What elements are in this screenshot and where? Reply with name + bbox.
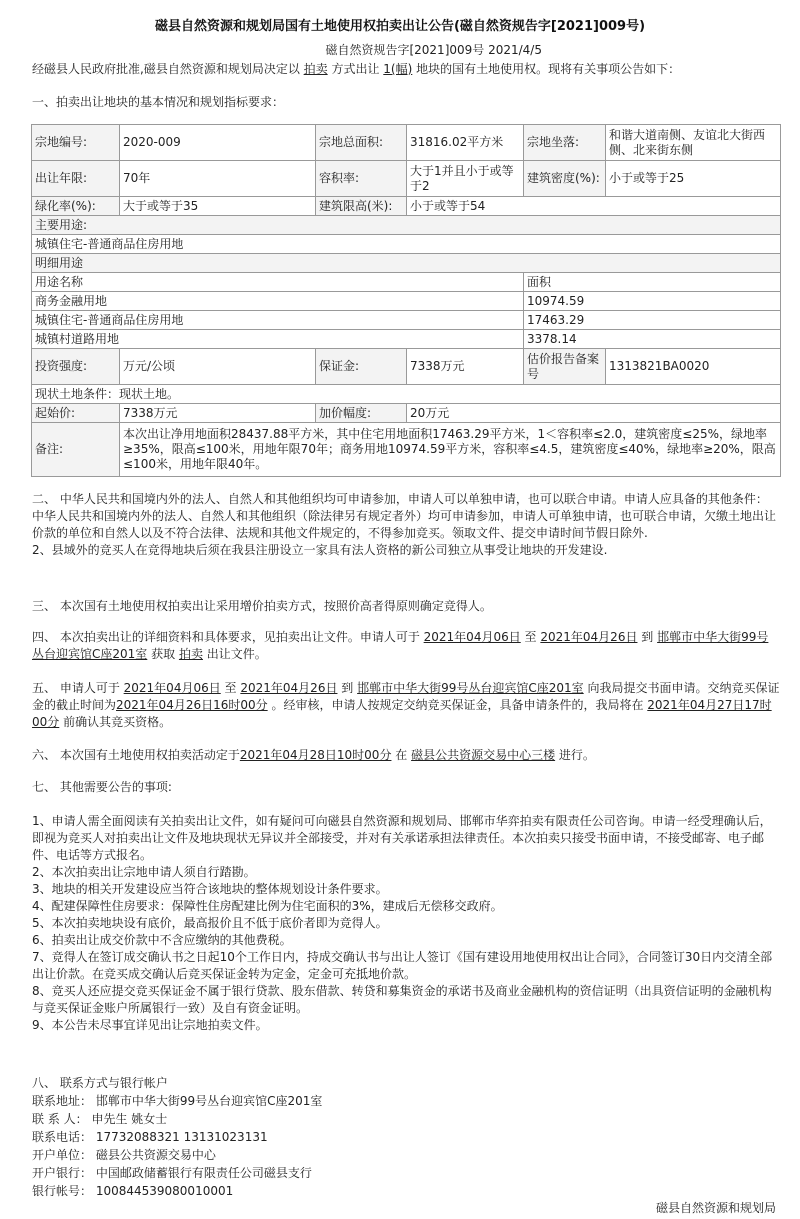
intro-paragraph: 经磁县人民政府批准,磁县自然资源和规划局决定以 拍卖 方式出让 1(幅) 地块的国有土地使用权。现将有关事项公告如下： — [32, 62, 681, 76]
table-row — [32, 330, 781, 349]
cell-label: 估价报告备案号 — [524, 349, 606, 385]
section7-heading: 七、 其他需要公告的事项: — [32, 780, 172, 794]
section2-item2: 2、县域外的竞买人在竞得地块后须在我县注册设立一家具有法人资格的新公司独立从事受让地块的开发建设. — [32, 543, 608, 557]
cell-value: 城镇住宅-普通商品住房用地 — [32, 235, 781, 254]
cell-value: 小于或等于25 — [606, 161, 781, 197]
cell-value: 小于或等于54 — [407, 197, 781, 216]
cell-value: 和谐大道南侧、友谊北大街西侧、北来街东侧 — [606, 125, 781, 161]
section8-heading: 八、 联系方式与银行帐户 — [32, 1076, 168, 1090]
cell-label: 备注: — [32, 423, 120, 477]
contact-phone: 联系电话： 17732088321 13131023131 — [32, 1130, 268, 1144]
section5: 五、 申请人可于 2021年04月06日 至 2021年04月26日 到 邯郸市中华大街99号丛台迎宾馆C座201室 向我局提交书面申请。交纳竞买保证金的截止时间为2021年04月26日16时00分 。经审核，申请人按规定交纳竞买保证金，具备申请条件的，我局将在 2021年04月27日17时00分 前确认其竞买资格。 — [32, 681, 780, 729]
table-row — [32, 125, 781, 161]
account-number: 银行帐号： 100844539080010001 — [32, 1184, 234, 1198]
list-item: 4、配建保障性住房要求：保障性住房配建比例为住宅面积的3%，建成后无偿移交政府。 — [32, 899, 503, 913]
cell-label: 加价幅度: — [316, 404, 407, 423]
list-item: 2、本次拍卖出让宗地申请人须自行踏勘。 — [32, 865, 256, 879]
cell-value: 31816.02平方米 — [407, 125, 524, 161]
table-row — [32, 235, 781, 254]
section2-item1: 中华人民共和国境内外的法人、自然人和其他组织（除法律另有规定者外）均可申请参加，申请人可单独申请，也可联合申请，欠缴土地出让价款的单位和自然人以及不符合法律、法规和其他文件规定的，不得参加竞买。领取文件、提交申请时间节假日除外. — [32, 509, 777, 540]
table-row — [32, 254, 781, 273]
section1-heading: 一、拍卖出让地块的基本情况和规划指标要求： — [32, 95, 285, 109]
cell-value: 万元/公顷 — [120, 349, 316, 385]
section7-items — [32, 813, 780, 1034]
cell-value: 本次出让净用地面积28437.88平方米，其中住宅用地面积17463.29平方米，1＜容积率≤2.0，建筑密度≤25%，绿地率≥35%，限高≤100米，用地年限70年；商务用地10974.59平方米，容积率≤4.5，建筑密度≤40%，绿地率≥20%，限高≤100米，用地年限40年。 — [120, 423, 781, 477]
list-item: 5、本次拍卖地块设有底价，最高报价且不低于底价者即为竞得人。 — [32, 916, 388, 930]
cell-value: 现状土地条件：现状土地。 — [32, 385, 781, 404]
table-row — [32, 161, 781, 197]
cell-label: 宗地坐落: — [524, 125, 606, 161]
cell-value: 70年 — [120, 161, 316, 197]
cell-label: 宗地总面积: — [316, 125, 407, 161]
cell-label: 主要用途: — [32, 216, 781, 235]
account-bank: 开户银行： 中国邮政储蓄银行有限责任公司磁县支行 — [32, 1166, 312, 1180]
cell-label: 起始价: — [32, 404, 120, 423]
table-row — [32, 292, 781, 311]
document-number: 磁自然资规告字[2021]009号 2021/4/5 — [325, 43, 542, 57]
cell-value: 大于1并且小于或等于2 — [407, 161, 524, 197]
cell-value: 城镇住宅-普通商品住房用地 — [32, 311, 524, 330]
list-item: 8、竞买人还应提交竞买保证金不属于银行贷款、股东借款、转贷和募集资金的承诺书及商业金融机构的资信证明（出具资信证明的金融机构与竞买保证金账户所属银行一致）及自有资金证明。 — [32, 984, 772, 1015]
section8 — [32, 1074, 322, 1200]
cell-value: 7338万元 — [120, 404, 316, 423]
cell-value: 17463.29 — [524, 311, 781, 330]
cell-label: 建筑限高(米): — [316, 197, 407, 216]
contact-address: 联系地址： 邯郸市中华大街99号丛台迎宾馆C座201室 — [32, 1094, 323, 1108]
table-row — [32, 311, 781, 330]
section2 — [32, 491, 780, 559]
cell-value: 3378.14 — [524, 330, 781, 349]
table-row — [32, 423, 781, 477]
section3: 三、 本次国有土地使用权拍卖出让采用增价拍卖方式，按照价高者得原则确定竞得人。 — [32, 599, 492, 613]
table-row — [32, 216, 781, 235]
list-item: 3、地块的相关开发建设应当符合该地块的整体规划设计条件要求。 — [32, 882, 388, 896]
table-row — [32, 404, 781, 423]
table-row — [32, 349, 781, 385]
contact-person: 联 系 人： 申先生 姚女士 — [32, 1112, 168, 1126]
section6: 六、 本次国有土地使用权拍卖活动定于2021年04月28日10时00分 在 磁县公共资源交易中心三楼 进行。 — [32, 748, 595, 762]
cell-label: 保证金: — [316, 349, 407, 385]
cell-label: 投资强度: — [32, 349, 120, 385]
intro-count: 1(幅) — [383, 62, 413, 76]
cell-label: 出让年限: — [32, 161, 120, 197]
cell-label: 容积率: — [316, 161, 407, 197]
land-info-table — [31, 124, 781, 477]
cell-value: 2020-009 — [120, 125, 316, 161]
cell-header: 面积 — [524, 273, 781, 292]
cell-value: 10974.59 — [524, 292, 781, 311]
cell-value: 大于或等于35 — [120, 197, 316, 216]
table-row — [32, 273, 781, 292]
table-row — [32, 385, 781, 404]
cell-value: 城镇村道路用地 — [32, 330, 524, 349]
cell-value: 7338万元 — [407, 349, 524, 385]
section2-heading: 二、 中华人民共和国境内外的法人、自然人和其他组织均可申请参加，申请人可以单独申请，也可以联合申请。申请人应具备的其他条件： — [32, 492, 768, 506]
list-item: 1、申请人需全面阅读有关拍卖出让文件，如有疑问可向磁县自然资源和规划局、邯郸市华弈拍卖有限责任公司咨询。申请一经受理确认后，即视为竞买人对拍卖出让文件及地块现状无异议并全部接受，并对有关承诺承担法律责任。本次拍卖只接受书面申请，不接受邮寄、电子邮件、电话等方式报名。 — [32, 814, 772, 862]
cell-label: 宗地编号: — [32, 125, 120, 161]
table-row — [32, 197, 781, 216]
list-item: 7、竞得人在签订成交确认书之日起10个工作日内，持成交确认书与出让人签订《国有建设用地使用权出让合同》，合同签订30日内交清全部出让价款。在竞买成交确认后竞买保证金转为定金，定金可充抵地价款。 — [32, 950, 773, 981]
intro-method: 拍卖 — [303, 62, 328, 76]
cell-value: 1313821BA0020 — [606, 349, 781, 385]
cell-label: 建筑密度(%): — [524, 161, 606, 197]
page-title: 磁县自然资源和规划局国有土地使用权拍卖出让公告(磁自然资规告字[2021]009号) — [154, 19, 646, 34]
list-item: 9、本公告未尽事宜详见出让宗地拍卖文件。 — [32, 1018, 268, 1032]
signature: 磁县自然资源和规划局 — [655, 1201, 776, 1215]
cell-value: 商务金融用地 — [32, 292, 524, 311]
account-unit: 开户单位： 磁县公共资源交易中心 — [32, 1148, 216, 1162]
cell-value: 20万元 — [407, 404, 781, 423]
cell-label: 绿化率(%): — [32, 197, 120, 216]
section4: 四、 本次拍卖出让的详细资料和具体要求，见拍卖出让文件。申请人可于 2021年04月06日 至 2021年04月26日 到 邯郸市中华大街99号丛台迎宾馆C座201室 获取 拍卖 出让文件。 — [32, 630, 769, 661]
cell-label: 明细用途 — [32, 254, 781, 273]
cell-header: 用途名称 — [32, 273, 524, 292]
list-item: 6、拍卖出让成交价款中不含应缴纳的其他费税。 — [32, 933, 292, 947]
